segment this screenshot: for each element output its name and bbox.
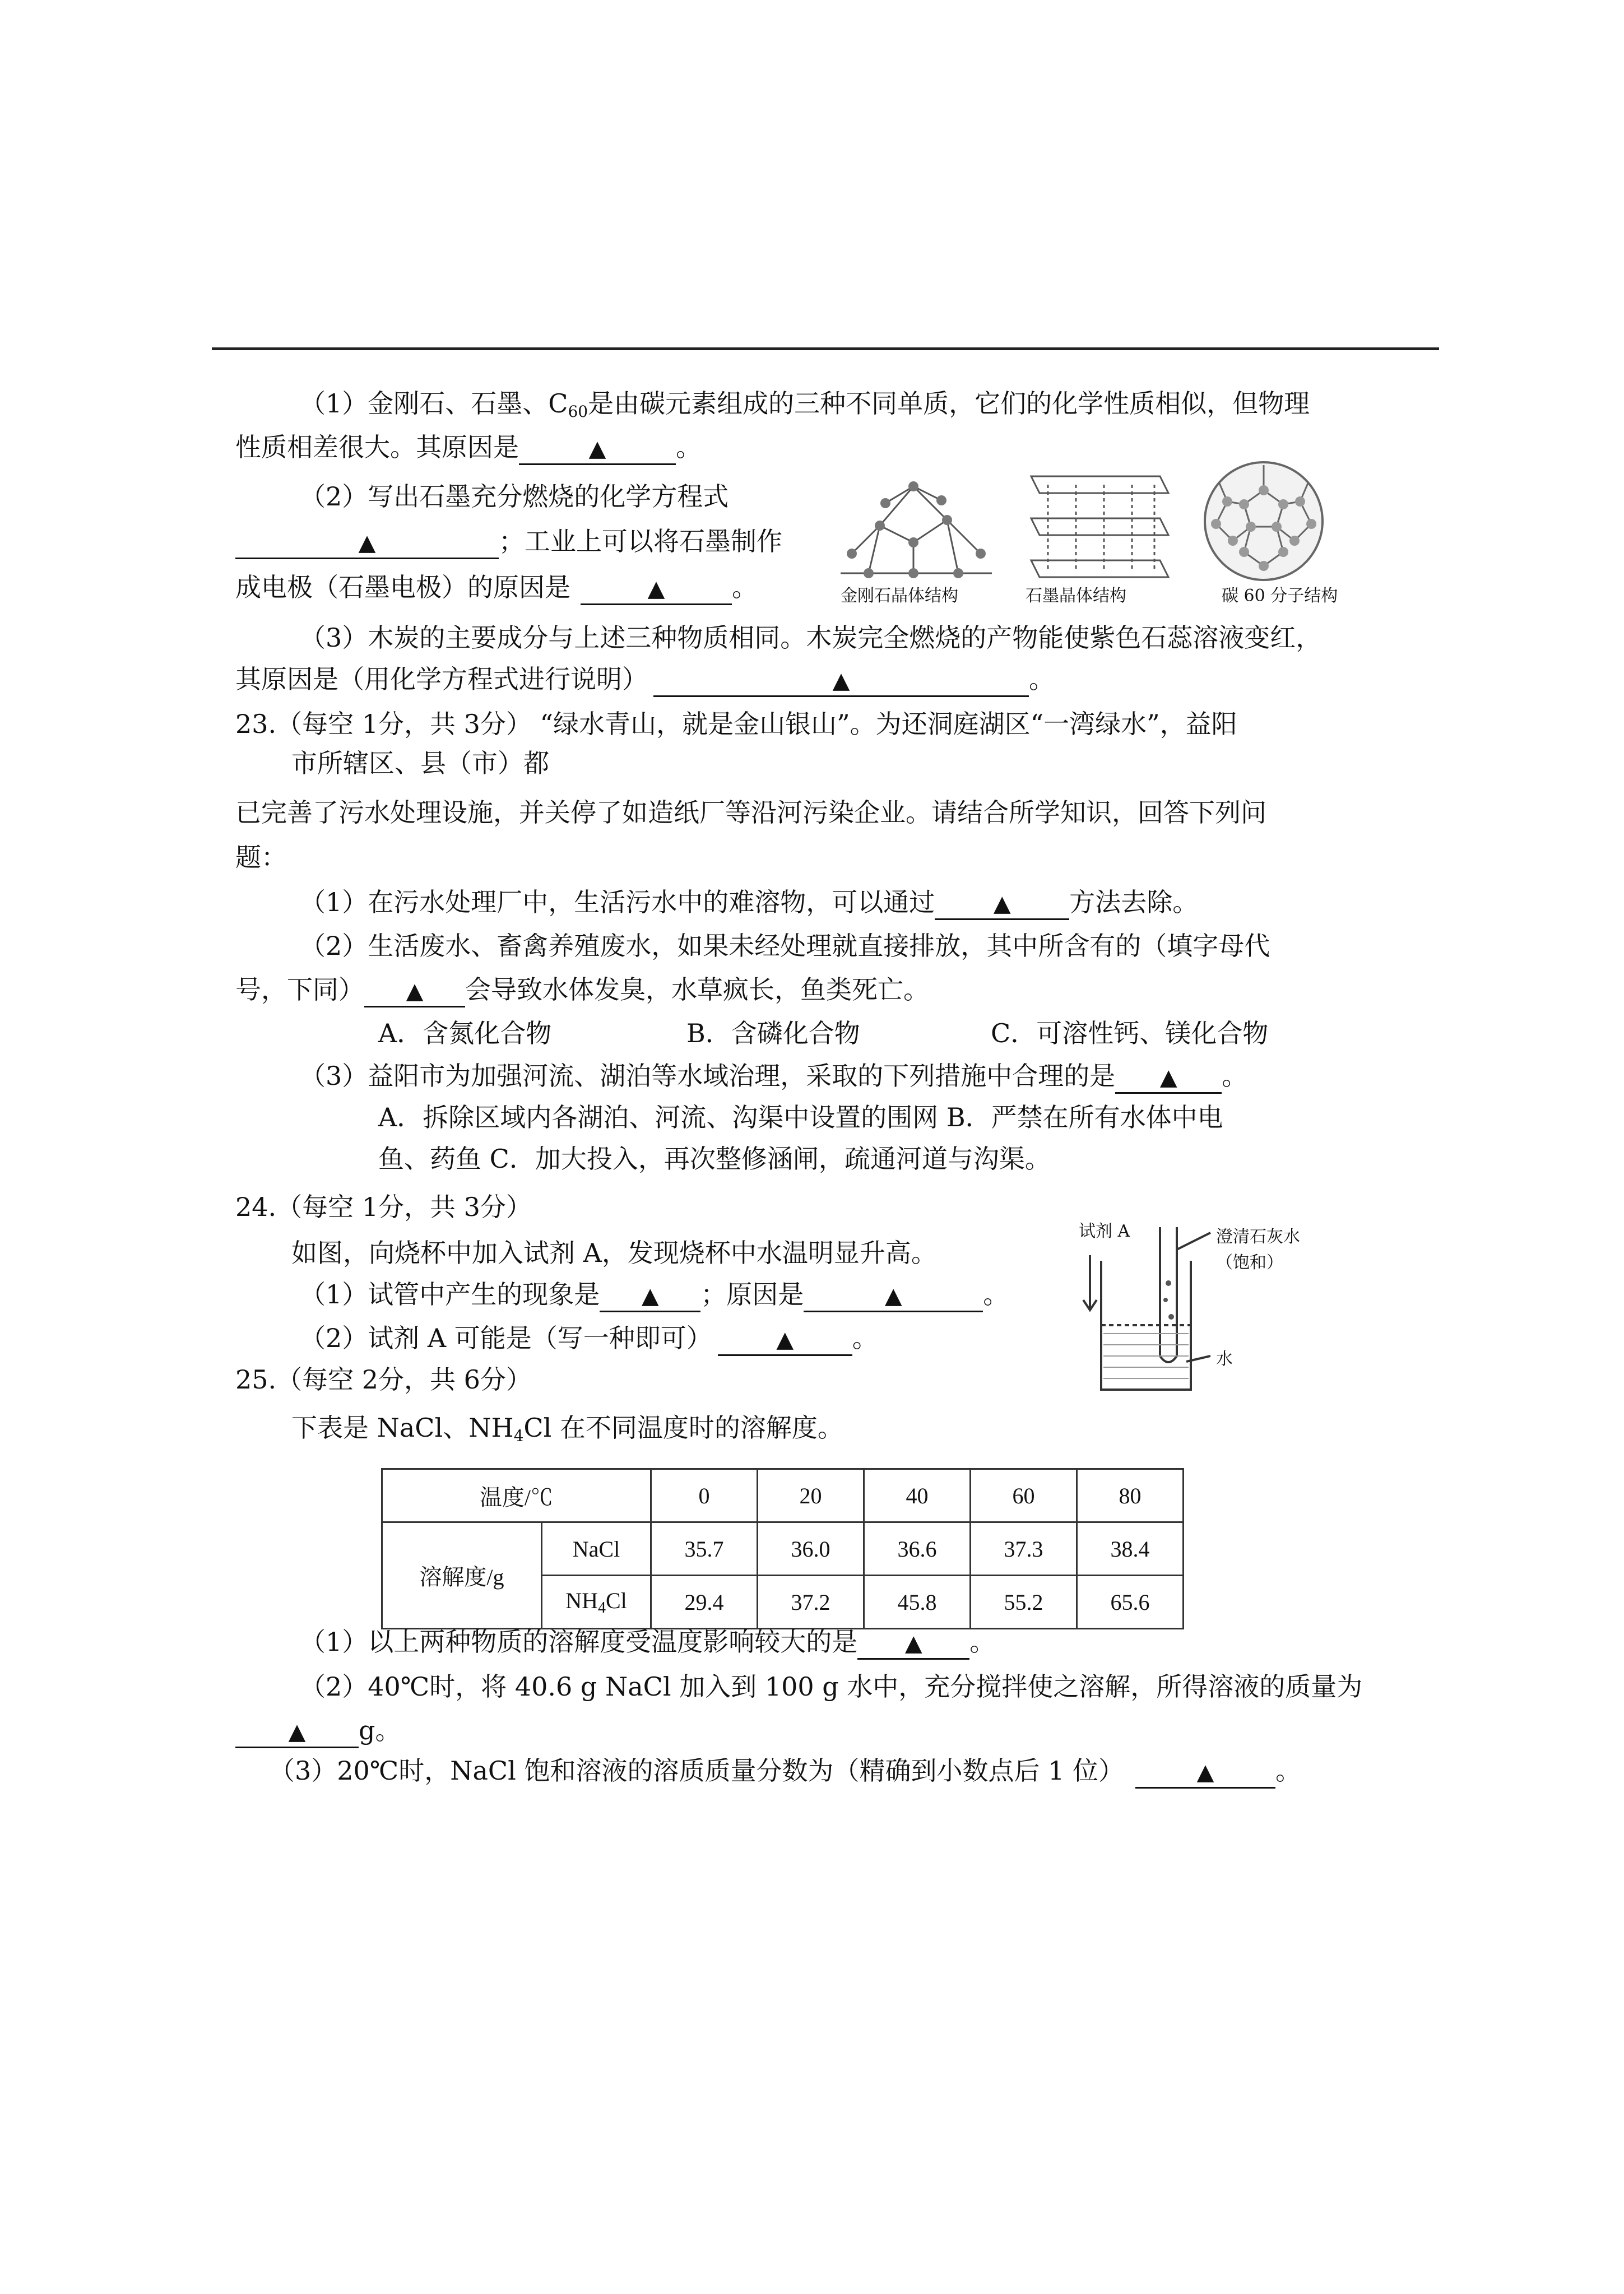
answer-blank[interactable]: ▲ xyxy=(804,1280,983,1312)
graphite-caption: 石墨晶体结构 xyxy=(1026,586,1126,606)
temperature-header: 温度/℃ xyxy=(382,1469,651,1522)
table-cell: 60 xyxy=(971,1469,1077,1522)
answer-blank[interactable]: ▲ xyxy=(857,1627,969,1660)
diamond-caption: 金刚石晶体结构 xyxy=(841,586,958,606)
q22-part3-line2: 其原因是（用化学方程式进行说明） ▲ 。 xyxy=(235,662,1055,697)
q24-part2: （2）试剂 A 可能是（写一种即可） ▲ 。 xyxy=(300,1321,878,1356)
q23-intro-end: 题： xyxy=(235,842,287,872)
answer-blank[interactable]: ▲ xyxy=(364,975,465,1007)
answer-blank[interactable]: ▲ xyxy=(235,527,499,559)
diamond-structure-figure xyxy=(829,470,1003,582)
q23-part2-line1: （2）生活废水、畜禽养殖废水，如果未经处理就直接排放，其中所含有的（填字母代 xyxy=(300,931,1270,961)
header-rule xyxy=(212,347,1439,350)
q25-intro: 下表是 NaCl、$NH_4Cl$ 在不同温度时的溶解度。 xyxy=(291,1413,843,1445)
q23-part1: （1）在污水处理厂中，生活污水中的难溶物，可以通过 ▲ 方法去除。 xyxy=(300,885,1198,920)
table-cell: 65.6 xyxy=(1077,1576,1184,1629)
table-cell: 55.2 xyxy=(971,1576,1077,1629)
table-cell: 38.4 xyxy=(1077,1522,1184,1576)
q23-part3: （3）益阳市为加强河流、湖泊等水域治理，采取的下列措施中合理的是 ▲ 。 xyxy=(300,1059,1247,1094)
answer-blank[interactable]: ▲ xyxy=(653,665,1029,697)
q23-part3-options-line2: 鱼、药鱼 C．加大投入，再次整修涵闸，疏通河道与沟渠。 xyxy=(378,1144,1051,1174)
q22-part3-line1: （3）木炭的主要成分与上述三种物质相同。木炭完全燃烧的产物能使紫色石蕊溶液变红， xyxy=(300,623,1322,653)
table-cell: 35.7 xyxy=(651,1522,758,1576)
table-row xyxy=(382,1522,1184,1576)
c60-caption: 碳 60 分子结构 xyxy=(1222,586,1338,606)
q25-part1: （1）以上两种物质的溶解度受温度影响较大的是 ▲ 。 xyxy=(300,1625,995,1660)
graphite-structure-figure xyxy=(1020,465,1177,583)
q23-part2-line2: 号，下同） ▲ 会导致水体发臭，水草疯长，鱼类死亡。 xyxy=(235,973,929,1007)
answer-blank[interactable]: ▲ xyxy=(235,1716,359,1748)
q22-part1-line1: （1）金刚石、石墨、$C_{60}$是由碳元素组成的三种不同单质，它们的化学性质相似，但物理 xyxy=(300,388,1310,421)
q22-part2-line2: ▲ ；工业上可以将石墨制作 xyxy=(235,524,782,559)
q22-part1-line2: 性质相差很大。其原因是 ▲ 。 xyxy=(235,430,702,465)
q23-part3-options-line1: A．拆除区域内各湖泊、河流、沟渠中设置的围网 B．严禁在所有水体中电 xyxy=(378,1102,1223,1132)
row-label-nacl: NaCl xyxy=(542,1522,651,1576)
q24-heading: 24.（每空 1分，共 3分） xyxy=(235,1192,532,1222)
q23-heading-cont: 市所辖区、县（市）都 xyxy=(291,748,549,778)
answer-blank[interactable]: ▲ xyxy=(581,573,732,605)
answer-blank[interactable]: ▲ xyxy=(600,1280,700,1312)
solubility-table xyxy=(381,1468,1184,1629)
answer-blank[interactable]: ▲ xyxy=(935,888,1069,920)
saturated-label: （饱和） xyxy=(1216,1253,1283,1273)
table-cell: 37.3 xyxy=(971,1522,1077,1576)
table-cell: 0 xyxy=(651,1469,758,1522)
q25-part2-line2: ▲ g。 xyxy=(235,1713,401,1748)
q22-part2-line1: （2）写出石墨充分燃烧的化学方程式 xyxy=(300,481,729,512)
q23-heading: 23.（每空 1分，共 3分） “绿水青山，就是金山银山”。为还洞庭湖区“一湾绿水”，益阳 xyxy=(235,709,1237,739)
q22-part2-line3: 成电极（石墨电极）的原因是 ▲ 。 xyxy=(235,570,758,605)
row-label-nh4cl: $NH_4Cl$ xyxy=(542,1576,651,1629)
answer-blank[interactable]: ▲ xyxy=(519,433,676,465)
answer-blank[interactable]: ▲ xyxy=(718,1324,852,1356)
reagent-a-label: 试剂 A xyxy=(1079,1222,1130,1241)
q23-option-b: B．含磷化合物 xyxy=(686,1018,860,1048)
limewater-label: 澄清石灰水 xyxy=(1216,1227,1300,1247)
table-cell: 40 xyxy=(864,1469,971,1522)
q25-heading: 25.（每空 2分，共 6分） xyxy=(235,1364,532,1395)
answer-blank[interactable]: ▲ xyxy=(1135,1756,1275,1789)
table-cell: 20 xyxy=(758,1469,864,1522)
q24-intro: 如图，向烧杯中加入试剂 A，发现烧杯中水温明显升高。 xyxy=(291,1238,937,1268)
solubility-header: 溶解度/g xyxy=(382,1522,542,1629)
table-cell: 29.4 xyxy=(651,1576,758,1629)
table-cell: 36.6 xyxy=(864,1522,971,1576)
q23-option-c: C．可溶性钙、镁化合物 xyxy=(991,1018,1269,1048)
q23-option-a: A．含氮化合物 xyxy=(378,1018,552,1048)
q25-part3: （3）20℃时，NaCl 饱和溶液的溶质质量分数为（精确到小数点后 1 位） ▲ 。 xyxy=(269,1754,1301,1789)
q23-intro: 已完善了污水处理设施，并关停了如造纸厂等沿河污染企业。请结合所学知识，回答下列问 xyxy=(235,797,1266,828)
q24-part1: （1）试管中产生的现象是 ▲ ；原因是 ▲ 。 xyxy=(300,1278,1009,1312)
q25-part2-line1: （2）40℃时，将 40.6 g NaCl 加入到 100 g 水中，充分搅拌使之溶解，所得溶液的质量为 xyxy=(300,1671,1363,1702)
c60-molecule-figure xyxy=(1194,457,1334,586)
table-row xyxy=(382,1469,1184,1522)
answer-blank[interactable]: ▲ xyxy=(1115,1061,1222,1094)
table-cell: 36.0 xyxy=(758,1522,864,1576)
table-cell: 37.2 xyxy=(758,1576,864,1629)
table-cell: 45.8 xyxy=(864,1576,971,1629)
table-cell: 80 xyxy=(1077,1469,1184,1522)
water-label: 水 xyxy=(1216,1349,1233,1369)
